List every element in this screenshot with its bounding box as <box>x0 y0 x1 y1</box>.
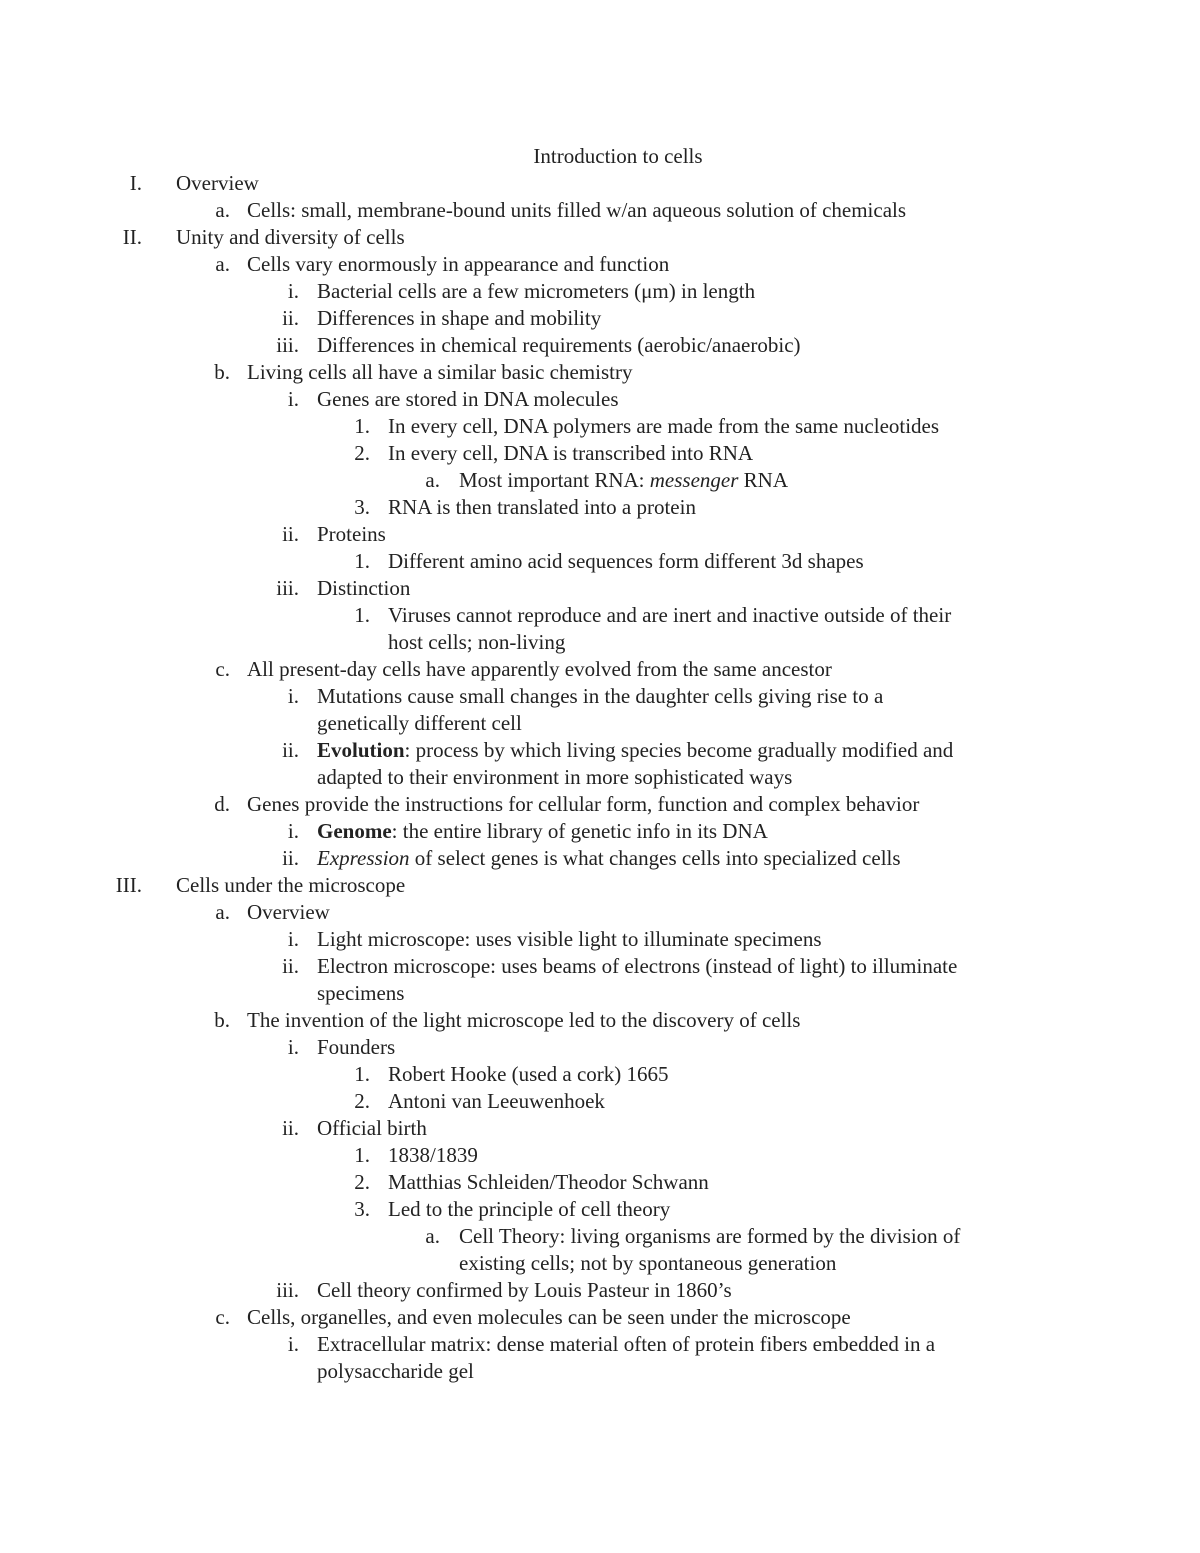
outline-marker: II. <box>122 225 142 249</box>
outline-marker: a. <box>215 900 230 924</box>
outline-item <box>0 1304 1200 1331</box>
outline-text-body: 1838/1839 <box>388 1143 478 1167</box>
outline-text-body: genetically different cell <box>317 711 522 735</box>
outline-text <box>317 332 801 359</box>
outline-text <box>317 575 410 602</box>
outline-item <box>0 1277 1200 1304</box>
outline-text-body: Founders <box>317 1035 396 1059</box>
outline-text-body: : process by which living species become gradually modified and <box>404 738 954 762</box>
outline-text <box>317 845 901 872</box>
outline-text <box>317 386 619 413</box>
outline-text-body: Light microscope: uses visible light to illuminate specimens <box>317 927 822 951</box>
outline-item <box>0 1358 1200 1385</box>
outline-marker: 3. <box>354 1197 370 1221</box>
outline-text-body: adapted to their environment in more sophisticated ways <box>317 765 793 789</box>
outline-item <box>0 413 1200 440</box>
outline-text <box>388 602 951 629</box>
outline-marker: 1. <box>354 549 370 573</box>
outline-item <box>0 467 1200 494</box>
outline-item <box>0 1250 1200 1277</box>
outline-item <box>0 764 1200 791</box>
outline-text <box>317 521 386 548</box>
outline-text <box>459 1250 836 1277</box>
outline-text <box>247 1304 851 1331</box>
outline-item <box>0 494 1200 521</box>
outline-marker: 2. <box>354 1170 370 1194</box>
outline-text <box>317 278 755 305</box>
outline-text <box>317 764 792 791</box>
outline-text <box>317 710 522 737</box>
outline-text <box>388 629 565 656</box>
outline-text-body: Cells vary enormously in appearance and function <box>247 252 670 276</box>
outline-marker: a. <box>425 468 440 492</box>
outline-text-body: Viruses cannot reproduce and are inert and inactive outside of their <box>388 603 952 627</box>
outline-item <box>0 710 1200 737</box>
outline-text <box>317 926 822 953</box>
outline-marker: c. <box>215 657 230 681</box>
outline-marker: I. <box>129 171 142 195</box>
outline-item <box>0 953 1200 980</box>
outline-text-body: Antoni van Leeuwenhoek <box>388 1089 605 1113</box>
outline-text <box>247 251 669 278</box>
outline-text <box>388 1196 670 1223</box>
emphasized-term: Evolution <box>317 738 405 762</box>
outline-text <box>317 737 953 764</box>
outline-text <box>317 1115 427 1142</box>
outline-text-body: Cells, organelles, and even molecules can be seen under the microscope <box>247 1305 851 1329</box>
outline-text <box>176 170 259 197</box>
outline-item <box>0 1223 1200 1250</box>
outline-item <box>0 548 1200 575</box>
outline-item <box>0 1061 1200 1088</box>
outline-marker: 2. <box>354 1089 370 1113</box>
outline-text-body: Distinction <box>317 576 411 600</box>
outline-text-body: Genes provide the instructions for cellular form, function and complex behavior <box>247 792 920 816</box>
outline-marker: ii. <box>282 522 299 546</box>
outline-marker: ii. <box>282 954 299 978</box>
outline-item <box>0 440 1200 467</box>
outline-text <box>247 791 919 818</box>
outline-text-body: RNA is then translated into a protein <box>388 495 696 519</box>
outline-marker: i. <box>287 387 299 411</box>
outline-item <box>0 1169 1200 1196</box>
outline-text-body: Cells: small, membrane-bound units filled w/an aqueous solution of chemicals <box>247 198 907 222</box>
outline-text-body: Overview <box>247 900 330 924</box>
outline-text-body: Living cells all have a similar basic chemistry <box>247 360 633 384</box>
outline-item <box>0 1088 1200 1115</box>
outline-item <box>0 575 1200 602</box>
outline-marker: ii. <box>282 738 299 762</box>
outline-item <box>0 791 1200 818</box>
outline-item <box>0 224 1200 251</box>
outline-marker: 1. <box>354 1143 370 1167</box>
outline-text-body: Official birth <box>317 1116 427 1140</box>
outline-text <box>247 197 906 224</box>
outline-marker: i. <box>287 279 299 303</box>
emphasized-term: Genome <box>317 819 392 843</box>
outline-text-body: specimens <box>317 981 405 1005</box>
outline-text <box>317 1358 474 1385</box>
outline-text-prefix: Most important RNA: <box>459 468 650 492</box>
outline-marker: i. <box>287 684 299 708</box>
outline-text <box>317 980 404 1007</box>
outline-item <box>0 980 1200 1007</box>
outline-item <box>0 683 1200 710</box>
outline-text <box>176 872 405 899</box>
outline-list <box>0 170 1200 1385</box>
outline-text-body: Cell theory confirmed by Louis Pasteur in 1860’s <box>317 1278 732 1302</box>
outline-item <box>0 332 1200 359</box>
outline-item <box>0 1034 1200 1061</box>
outline-text-body: Led to the principle of cell theory <box>388 1197 671 1221</box>
outline-text <box>388 548 864 575</box>
emphasized-term: Expression <box>317 846 410 870</box>
outline-text-body: Electron microscope: uses beams of electrons (instead of light) to illuminate <box>317 954 958 978</box>
outline-marker: ii. <box>282 306 299 330</box>
outline-item <box>0 170 1200 197</box>
outline-text-body: Unity and diversity of cells <box>176 225 405 249</box>
outline-marker: i. <box>287 927 299 951</box>
outline-text-body: of select genes is what changes cells into specialized cells <box>409 846 901 870</box>
outline-text-body: Matthias Schleiden/Theodor Schwann <box>388 1170 709 1194</box>
outline-text <box>388 1142 478 1169</box>
outline-marker: ii. <box>282 846 299 870</box>
outline-marker: 1. <box>354 1062 370 1086</box>
outline-marker: III. <box>115 873 142 897</box>
outline-marker: ii. <box>282 1116 299 1140</box>
outline-item <box>0 926 1200 953</box>
outline-text-body: Differences in chemical requirements (aerobic/anaerobic) <box>317 333 801 357</box>
outline-marker: iii. <box>276 333 299 357</box>
outline-text <box>247 1007 800 1034</box>
outline-text-body: Extracellular matrix: dense material often of protein fibers embedded in a <box>317 1332 936 1356</box>
outline-text <box>317 683 883 710</box>
outline-marker: 2. <box>354 441 370 465</box>
outline-text-body: All present-day cells have apparently evolved from the same ancestor <box>247 657 832 681</box>
outline-text <box>317 1277 732 1304</box>
outline-marker: a. <box>215 198 230 222</box>
outline-text-body: host cells; non-living <box>388 630 566 654</box>
outline-item <box>0 1115 1200 1142</box>
outline-marker: iii. <box>276 1278 299 1302</box>
outline-item <box>0 251 1200 278</box>
outline-item <box>0 1007 1200 1034</box>
outline-text-body: Bacterial cells are a few micrometers (μm) in length <box>317 279 756 303</box>
outline-text-body: Robert Hooke (used a cork) 1665 <box>388 1062 669 1086</box>
outline-text-body: In every cell, DNA is transcribed into RNA <box>388 441 754 465</box>
outline-text <box>176 224 405 251</box>
outline-item <box>0 197 1200 224</box>
outline-item <box>0 656 1200 683</box>
outline-text-body: The invention of the light microscope led to the discovery of cells <box>247 1008 801 1032</box>
outline-item <box>0 737 1200 764</box>
outline-text <box>317 953 957 980</box>
outline-text-body: : the entire library of genetic info in its DNA <box>391 819 768 843</box>
outline-text <box>317 1331 935 1358</box>
outline-item <box>0 1331 1200 1358</box>
outline-marker: iii. <box>276 576 299 600</box>
outline-text-body: Different amino acid sequences form different 3d shapes <box>388 549 864 573</box>
outline-text <box>388 1169 709 1196</box>
outline-item <box>0 278 1200 305</box>
outline-marker: 3. <box>354 495 370 519</box>
outline-marker: i. <box>287 819 299 843</box>
outline-marker: a. <box>425 1224 440 1248</box>
outline-item <box>0 602 1200 629</box>
outline-text <box>388 1061 669 1088</box>
outline-marker: b. <box>214 1008 230 1032</box>
outline-text-body: Genes are stored in DNA molecules <box>317 387 619 411</box>
outline-text <box>388 413 939 440</box>
outline-marker: 1. <box>354 603 370 627</box>
outline-text-body: Mutations cause small changes in the daughter cells giving rise to a <box>317 684 884 708</box>
outline-text <box>459 1223 960 1250</box>
outline-text <box>317 1034 395 1061</box>
outline-marker: i. <box>287 1332 299 1356</box>
outline-text-body: Cell Theory: living organisms are formed by the division of <box>459 1224 961 1248</box>
outline-text-body: In every cell, DNA polymers are made from the same nucleotides <box>388 414 940 438</box>
outline-marker: 1. <box>354 414 370 438</box>
outline-text <box>317 305 601 332</box>
outline-text-body: Differences in shape and mobility <box>317 306 602 330</box>
outline-text <box>388 1088 605 1115</box>
outline-text-body: Proteins <box>317 522 386 546</box>
outline-text-body: polysaccharide gel <box>317 1359 474 1383</box>
document-title: Introduction to cells <box>533 144 703 168</box>
outline-marker: b. <box>214 360 230 384</box>
outline-marker: a. <box>215 252 230 276</box>
outline-marker: i. <box>287 1035 299 1059</box>
emphasized-term: messenger <box>649 468 739 492</box>
outline-marker: c. <box>215 1305 230 1329</box>
outline-text <box>247 899 330 926</box>
outline-item <box>0 305 1200 332</box>
outline-item <box>0 845 1200 872</box>
outline-item <box>0 359 1200 386</box>
outline-item <box>0 629 1200 656</box>
outline-item <box>0 386 1200 413</box>
outline-item <box>0 818 1200 845</box>
outline-text-body: Overview <box>176 171 259 195</box>
outline-text <box>388 494 696 521</box>
outline-text <box>459 467 788 494</box>
outline-text-body: existing cells; not by spontaneous generation <box>459 1251 837 1275</box>
outline-item <box>0 1196 1200 1223</box>
outline-text <box>388 440 753 467</box>
outline-item <box>0 1142 1200 1169</box>
outline-item <box>0 872 1200 899</box>
outline-text <box>317 818 768 845</box>
outline-text-body: RNA <box>738 468 789 492</box>
outline-item <box>0 521 1200 548</box>
outline-marker: d. <box>214 792 230 816</box>
outline-text <box>247 359 632 386</box>
outline-text-body: Cells under the microscope <box>176 873 406 897</box>
outline-text <box>247 656 832 683</box>
outline-item <box>0 899 1200 926</box>
